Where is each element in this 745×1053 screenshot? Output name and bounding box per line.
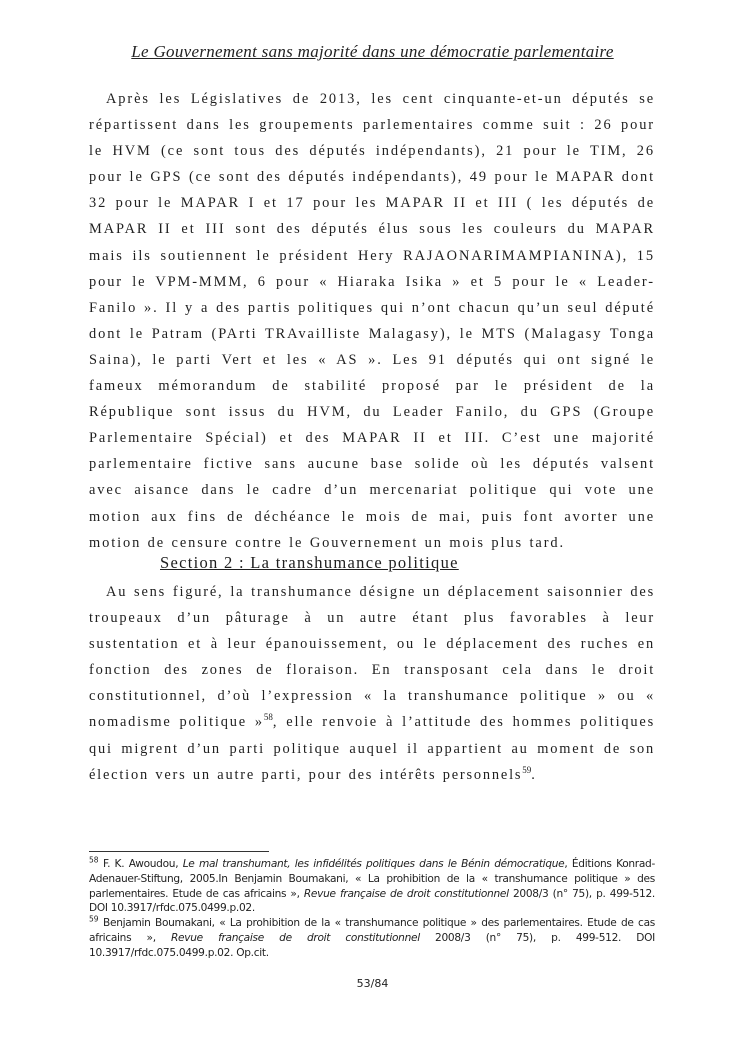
footnote-59 [89,916,655,960]
footnote-book-title: Le mal transhumant, les infidélités politiques dans le Bénin démocratique [182,858,565,870]
paragraph-transhumance-definition [89,579,655,788]
footnote-separator [89,851,269,852]
footnote-journal-title: Revue française de droit constitutionnel [303,887,509,900]
running-header: Le Gouvernement sans majorité dans une démocratie parlementaire [131,42,614,61]
footnote-ref-59[interactable]: 59 [522,764,532,775]
footnote-text: 2008/3 (n° 75), p. 499-512. DOI 10.3917/rfdc.075.0499.p.02. [89,887,655,915]
section-heading: Section 2 : La transhumance politique [160,553,459,572]
footnote-text: F. K. Awoudou, [98,858,183,870]
paragraph-text: Au sens figuré, la transhumance désigne un déplacement saisonnier des troupeaux d’un pâturage à un autre étant plus favorables à leur sustentation et à leur épanouissement, ou le déplacement des ruches en fonction des zones de floraison. En transposant cela dans le droit constitutionnel, d’où l’expression « la transhumance politique » ou « nomadisme politique » [89,584,655,731]
footnote-58 [89,857,655,916]
footnote-number: 58 [89,855,99,865]
footnote-text: Benjamin Boumakani, « La prohibition de la « transhumance politique » des parlementaires. Etude de cas africains », [89,917,655,944]
page-number: 53/84 [356,977,389,990]
footnote-text: , Éditions Konrad-Adenauer-Stiftung, 2005.In Benjamin Boumakani, « La prohibition de la « transhumance politique » des parlementaires. Etude de cas africains », [89,858,655,900]
footnote-text: 2008/3 (n° 75), p. 499-512. DOI 10.3917/rfdc.075.0499.p.02. Op.cit. [89,931,656,959]
footnote-ref-58[interactable]: 58 [263,712,273,723]
paragraph-text: , elle renvoie à l’attitude des hommes politiques qui migrent d’un parti politique auquel il appartient au moment de son élection vers un autre parti, pour des intérêts personnels [89,714,655,783]
footnote-number: 59 [89,914,99,924]
footnotes [89,857,655,961]
paragraph-legislatives-2013: Après les Législatives de 2013, les cent cinquante-et-un députés se répartissent dans les groupements parlementaires comme suit : 26 pour le HVM (ce sont tous des députés indépendants), 21 pour le TIM, 26 pour le GPS (ce sont des députés indépendants), 49 pour le MAPAR dont 32 pour le MAPAR I et 17 pour les MAPAR II et III ( les députés de MAPAR II et III sont des députés élus sous les couleurs du MAPAR mais ils soutiennent le président Hery RAJAONARIMAMPIANINA), 15 pour le VPM-MMM, 6 pour « Hiaraka Isika » et 5 pour le « Leader-Fanilo ». Il y a des partis politiques qui n’ont chacun qu’un seul député dont le Patram (PArti TRAvailliste Malagasy), le MTS (Malagasy Tonga Saina), le parti Vert et les « AS ». Les 91 députés qui ont signé le fameux mémorandum de stabilité proposé par le président de la République sont issus du HVM, du Leader Fanilo, du GPS (Groupe Parlementaire Spécial) et des MAPAR II et III. C’est une majorité parlementaire fictive sans aucune base solide où les députés valsent avec aisance dans le cadre d’un mercenariat politique qui vote une motion aux fins de déchéance le mois de mai, puis font avorter une motion de censure contre le Gouvernement un mois plus tard. [89,91,655,551]
footnote-journal-title: Revue française de droit constitutionnel [170,931,420,944]
paragraph-text: . [531,766,537,783]
